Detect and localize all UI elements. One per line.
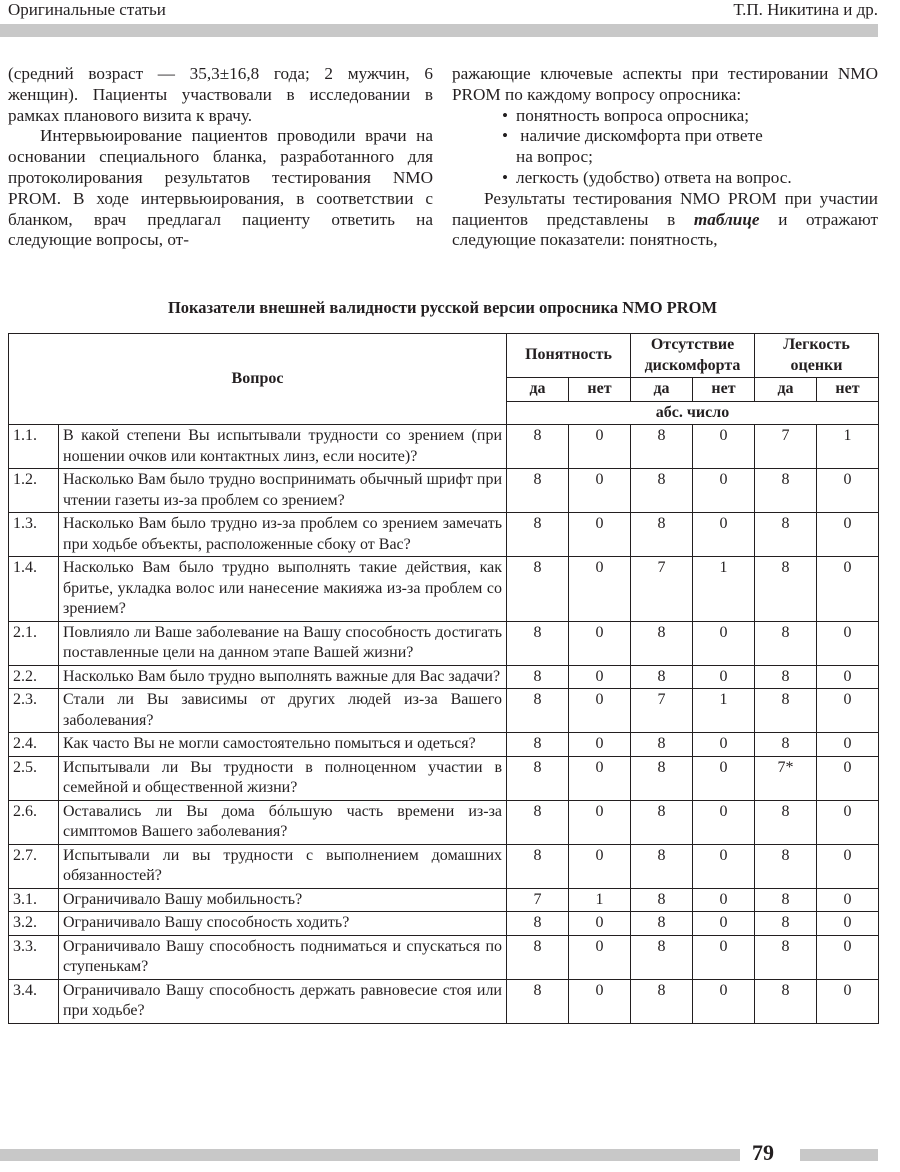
count-cell: 8 — [507, 979, 569, 1023]
count-cell: 0 — [817, 756, 879, 800]
question-text: Ограничивало Вашу способность ходить? — [59, 912, 507, 936]
table-row — [9, 935, 879, 979]
question-number: 2.4. — [9, 733, 59, 757]
table-row — [9, 513, 879, 557]
table-row — [9, 912, 879, 936]
count-cell: 0 — [817, 912, 879, 936]
table-title: Показатели внешней валидности русской версии опросника NMO PROM — [167, 298, 718, 317]
count-cell: 8 — [507, 800, 569, 844]
count-cell: 8 — [631, 469, 693, 513]
right-text-column — [452, 64, 878, 251]
count-cell: 8 — [755, 557, 817, 622]
question-number: 1.1. — [9, 425, 59, 469]
table-row — [9, 665, 879, 689]
count-cell: 1 — [569, 888, 631, 912]
count-cell: 8 — [507, 665, 569, 689]
count-cell: 8 — [507, 621, 569, 665]
table-body — [9, 425, 879, 1024]
header-ease: Легкость оценки — [755, 334, 879, 378]
count-cell: 8 — [631, 979, 693, 1023]
table-row — [9, 469, 879, 513]
count-cell: 8 — [507, 756, 569, 800]
count-cell: 0 — [569, 912, 631, 936]
question-text: Насколько Вам было трудно из-за проблем со зрением замечать при ходьбе объекты, расположенные сбоку от Вас? — [59, 513, 507, 557]
count-cell: 8 — [755, 844, 817, 888]
count-cell: 0 — [569, 665, 631, 689]
count-cell: 0 — [569, 800, 631, 844]
count-cell: 7 — [755, 425, 817, 469]
count-cell: 1 — [693, 557, 755, 622]
question-number: 1.4. — [9, 557, 59, 622]
question-text: Насколько Вам было трудно выполнять такие действия, как бритье, укладка волос или нанесение макияжа из-за проблем со зрением? — [59, 557, 507, 622]
count-cell: 1 — [817, 425, 879, 469]
list-item-text-continued: на вопрос; — [516, 147, 593, 167]
header-rule — [0, 24, 878, 37]
page-number: 79 — [752, 1140, 774, 1165]
count-cell: 0 — [569, 844, 631, 888]
question-number: 3.3. — [9, 935, 59, 979]
count-cell: 0 — [817, 979, 879, 1023]
count-cell: 0 — [817, 800, 879, 844]
count-cell: 8 — [507, 689, 569, 733]
header-yes: да — [755, 378, 817, 402]
question-text: Ограничивало Вашу способность подниматься и спускаться по ступенькам? — [59, 935, 507, 979]
count-cell: 8 — [507, 425, 569, 469]
list-item-text: легкость (удобство) ответа на вопрос. — [516, 167, 792, 187]
count-cell: 0 — [817, 935, 879, 979]
count-cell: 7 — [631, 689, 693, 733]
count-cell: 0 — [817, 888, 879, 912]
count-cell: 8 — [631, 756, 693, 800]
count-cell: 8 — [507, 513, 569, 557]
footer-rule-right — [800, 1149, 878, 1161]
count-cell: 8 — [755, 800, 817, 844]
table-reference: таблице — [693, 209, 760, 229]
paragraph-text: Результаты тестирования NMO PROM при участии пациентов представлены в — [452, 188, 878, 229]
count-cell: 0 — [817, 557, 879, 622]
count-cell: 8 — [507, 557, 569, 622]
table-row — [9, 733, 879, 757]
count-cell: 8 — [631, 621, 693, 665]
bullet-icon: • — [502, 105, 509, 125]
header-question: Вопрос — [9, 334, 507, 425]
count-cell: 0 — [693, 665, 755, 689]
count-cell: 8 — [755, 689, 817, 733]
table-row — [9, 557, 879, 622]
count-cell: 8 — [631, 800, 693, 844]
count-cell: 0 — [817, 469, 879, 513]
table-row — [9, 689, 879, 733]
count-cell: 8 — [755, 935, 817, 979]
count-cell: 7 — [631, 557, 693, 622]
left-text-column — [8, 64, 433, 251]
count-cell: 0 — [693, 469, 755, 513]
validity-table — [8, 333, 879, 1024]
list-item — [452, 106, 878, 127]
header-no: нет — [569, 378, 631, 402]
count-cell: 0 — [817, 733, 879, 757]
count-cell: 7 — [507, 888, 569, 912]
header-no: нет — [693, 378, 755, 402]
header-yes: да — [631, 378, 693, 402]
count-cell: 8 — [755, 513, 817, 557]
question-text: Стали ли Вы зависимы от других людей из-за Вашего заболевания? — [59, 689, 507, 733]
question-number: 2.5. — [9, 756, 59, 800]
paragraph — [452, 189, 878, 251]
count-cell: 0 — [569, 621, 631, 665]
question-number: 1.2. — [9, 469, 59, 513]
count-cell: 0 — [569, 425, 631, 469]
question-text: Повлияло ли Ваше заболевание на Вашу способность достигать поставленные цели на данном этапе Вашей жизни? — [59, 621, 507, 665]
header-clarity: Понятность — [507, 334, 631, 378]
question-number: 3.2. — [9, 912, 59, 936]
count-cell: 0 — [569, 557, 631, 622]
running-header-section: Оригинальные статьи — [8, 0, 166, 19]
count-cell: 8 — [507, 912, 569, 936]
list-item — [452, 126, 878, 168]
table-header-row — [9, 334, 879, 378]
question-number: 3.4. — [9, 979, 59, 1023]
paragraph: ражающие ключевые аспекты при тестировании NMO PROM по каждому вопросу опросника: — [452, 64, 878, 104]
count-cell: 8 — [631, 912, 693, 936]
question-number: 2.6. — [9, 800, 59, 844]
count-cell: 0 — [693, 935, 755, 979]
bullet-icon: • — [502, 167, 509, 187]
question-number: 3.1. — [9, 888, 59, 912]
count-cell: 8 — [631, 888, 693, 912]
count-cell: 8 — [631, 733, 693, 757]
count-cell: 0 — [817, 689, 879, 733]
header-no-discomfort: Отсутствие дискомфорта — [631, 334, 755, 378]
count-cell: 8 — [631, 935, 693, 979]
paragraph: Интервьюирование пациентов проводили врачи на основании специального бланка, разработанного для протоколирования результатов тестирования NMO PROM. В ходе интервьюирования, в соответствии с бланком, врач предлагал пациенту ответить на следующие вопросы, от- — [8, 126, 433, 250]
count-cell: 0 — [569, 733, 631, 757]
question-text: Как часто Вы не могли самостоятельно помыться и одеться? — [59, 733, 507, 757]
footer-rule — [0, 1149, 740, 1161]
count-cell: 7* — [755, 756, 817, 800]
count-cell: 0 — [693, 621, 755, 665]
count-cell: 8 — [631, 844, 693, 888]
count-cell: 8 — [755, 733, 817, 757]
table-row — [9, 888, 879, 912]
bullet-icon: • — [502, 126, 509, 146]
list-item — [452, 168, 878, 189]
table-row — [9, 756, 879, 800]
list-item-text: понятность вопроса опросника; — [516, 105, 749, 125]
count-cell: 8 — [507, 935, 569, 979]
count-cell: 0 — [817, 513, 879, 557]
count-cell: 0 — [693, 425, 755, 469]
count-cell: 8 — [631, 513, 693, 557]
count-cell: 8 — [507, 733, 569, 757]
count-cell: 0 — [817, 621, 879, 665]
paragraph-text: и отражают следующие показатели: понятность, — [452, 209, 878, 250]
count-cell: 0 — [817, 844, 879, 888]
count-cell: 0 — [693, 844, 755, 888]
header-yes: да — [507, 378, 569, 402]
count-cell: 0 — [693, 756, 755, 800]
question-number: 2.3. — [9, 689, 59, 733]
question-number: 2.2. — [9, 665, 59, 689]
table-row — [9, 844, 879, 888]
count-cell: 0 — [569, 756, 631, 800]
question-text: Оставались ли Вы дома бóльшую часть времени из-за симптомов Вашего заболевания? — [59, 800, 507, 844]
count-cell: 8 — [631, 665, 693, 689]
question-number: 2.7. — [9, 844, 59, 888]
bullet-list — [452, 106, 878, 189]
count-cell: 0 — [569, 469, 631, 513]
question-number: 1.3. — [9, 513, 59, 557]
count-cell: 0 — [817, 665, 879, 689]
count-cell: 0 — [569, 935, 631, 979]
count-cell: 8 — [755, 621, 817, 665]
count-cell: 0 — [569, 513, 631, 557]
count-cell: 8 — [755, 888, 817, 912]
count-cell: 0 — [693, 733, 755, 757]
running-header-authors: Т.П. Никитина и др. — [733, 0, 878, 19]
count-cell: 0 — [693, 800, 755, 844]
table-row — [9, 979, 879, 1023]
paragraph: (средний возраст — 35,3±16,8 года; 2 мужчин, 6 женщин). Пациенты участвовали в исследовании в рамках планового визита к врачу. — [8, 64, 433, 125]
question-text: В какой степени Вы испытывали трудности со зрением (при ношении очков или контактных линз, если носите)? — [59, 425, 507, 469]
count-cell: 8 — [755, 979, 817, 1023]
question-text: Насколько Вам было трудно воспринимать обычный шрифт при чтении газеты из-за проблем со зрением? — [59, 469, 507, 513]
count-cell: 0 — [693, 513, 755, 557]
count-cell: 8 — [755, 665, 817, 689]
header-unit: абс. число — [507, 401, 879, 425]
count-cell: 0 — [693, 888, 755, 912]
table-row — [9, 425, 879, 469]
count-cell: 8 — [755, 469, 817, 513]
table-row — [9, 621, 879, 665]
question-text: Ограничивало Вашу мобильность? — [59, 888, 507, 912]
question-text: Насколько Вам было трудно выполнять важные для Вас задачи? — [59, 665, 507, 689]
count-cell: 0 — [569, 689, 631, 733]
count-cell: 8 — [631, 425, 693, 469]
count-cell: 8 — [507, 469, 569, 513]
count-cell: 1 — [693, 689, 755, 733]
question-number: 2.1. — [9, 621, 59, 665]
question-text: Ограничивало Вашу способность держать равновесие стоя или при ходьбе? — [59, 979, 507, 1023]
count-cell: 8 — [507, 844, 569, 888]
count-cell: 0 — [693, 912, 755, 936]
count-cell: 0 — [693, 979, 755, 1023]
header-no: нет — [817, 378, 879, 402]
table-row — [9, 800, 879, 844]
question-text: Испытывали ли Вы трудности в полноценном участии в семейной и общественной жизни? — [59, 756, 507, 800]
list-item-text: наличие дискомфорта при ответе — [516, 126, 763, 146]
count-cell: 8 — [755, 912, 817, 936]
question-text: Испытывали ли вы трудности с выполнением домашних обязанностей? — [59, 844, 507, 888]
count-cell: 0 — [569, 979, 631, 1023]
